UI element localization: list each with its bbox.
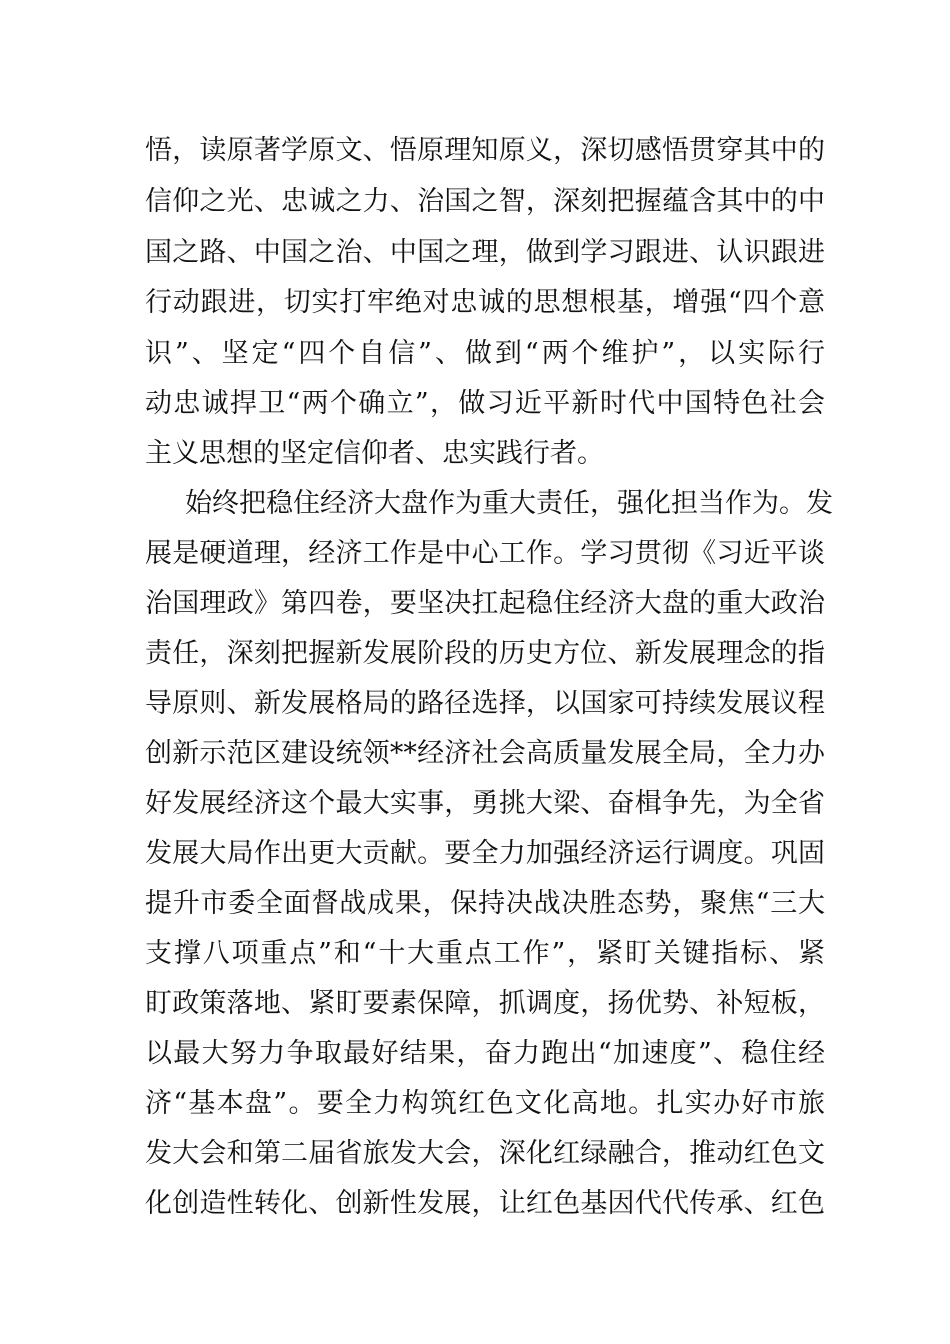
text-line: 信仰之光、忠诚之力、治国之智，深刻把握蕴含其中的中 xyxy=(145,186,825,217)
text-line: 治国理政》第四卷，要坚决扛起稳住经济大盘的重大政治 xyxy=(145,588,825,619)
text-line: 济“基本盘”。要全力构筑红色文化高地。扎实办好市旅 xyxy=(145,1088,825,1119)
text-line: 责任，深刻把握新发展阶段的历史方位、新发展理念的指 xyxy=(145,638,825,669)
text-line: 创新示范区建设统领**经济社会高质量发展全局，全力办 xyxy=(145,738,825,769)
text-line: 动忠诚捍卫“两个确立”，做习近平新时代中国特色社会 xyxy=(145,388,825,419)
text-line: 行动跟进，切实打牢绝对忠诚的思想根基，增强“四个意 xyxy=(145,287,825,318)
text-line: 发大会和第二届省旅发大会，深化红绿融合，推动红色文 xyxy=(145,1138,825,1169)
text-line: 支撑八项重点”和“十大重点工作”，紧盯关键指标、紧 xyxy=(145,938,825,969)
text-line: 化创造性转化、创新性发展，让红色基因代代传承、红色 xyxy=(145,1188,825,1219)
text-line: 以最大努力争取最好结果，奋力跑出“加速度”、稳住经 xyxy=(145,1038,825,1069)
text-line: 悟，读原著学原文、悟原理知原义，深切感悟贯穿其中的 xyxy=(145,135,825,166)
text-line: 盯政策落地、紧盯要素保障，抓调度，扬优势、补短板， xyxy=(145,988,825,1019)
text-line: 导原则、新发展格局的路径选择，以国家可持续发展议程 xyxy=(145,688,825,719)
text-line: 好发展经济这个最大实事，勇挑大梁、奋楫争先，为全省 xyxy=(145,788,825,819)
text-line: 展是硬道理，经济工作是中心工作。学习贯彻《习近平谈 xyxy=(145,538,825,569)
paragraph-first-line: 始终把稳住经济大盘作为重大责任，强化担当作为。发 xyxy=(185,488,833,519)
text-line: 识”、坚定“四个自信”、做到“两个维护”，以实际行 xyxy=(145,338,825,369)
text-line: 国之路、中国之治、中国之理，做到学习跟进、认识跟进 xyxy=(145,237,825,268)
text-line: 提升市委全面督战成果，保持决战决胜态势，聚焦“三大 xyxy=(145,888,825,919)
text-line: 主义思想的坚定信仰者、忠实践行者。 xyxy=(145,438,604,469)
text-line: 发展大局作出更大贡献。要全力加强经济运行调度。巩固 xyxy=(145,838,825,869)
